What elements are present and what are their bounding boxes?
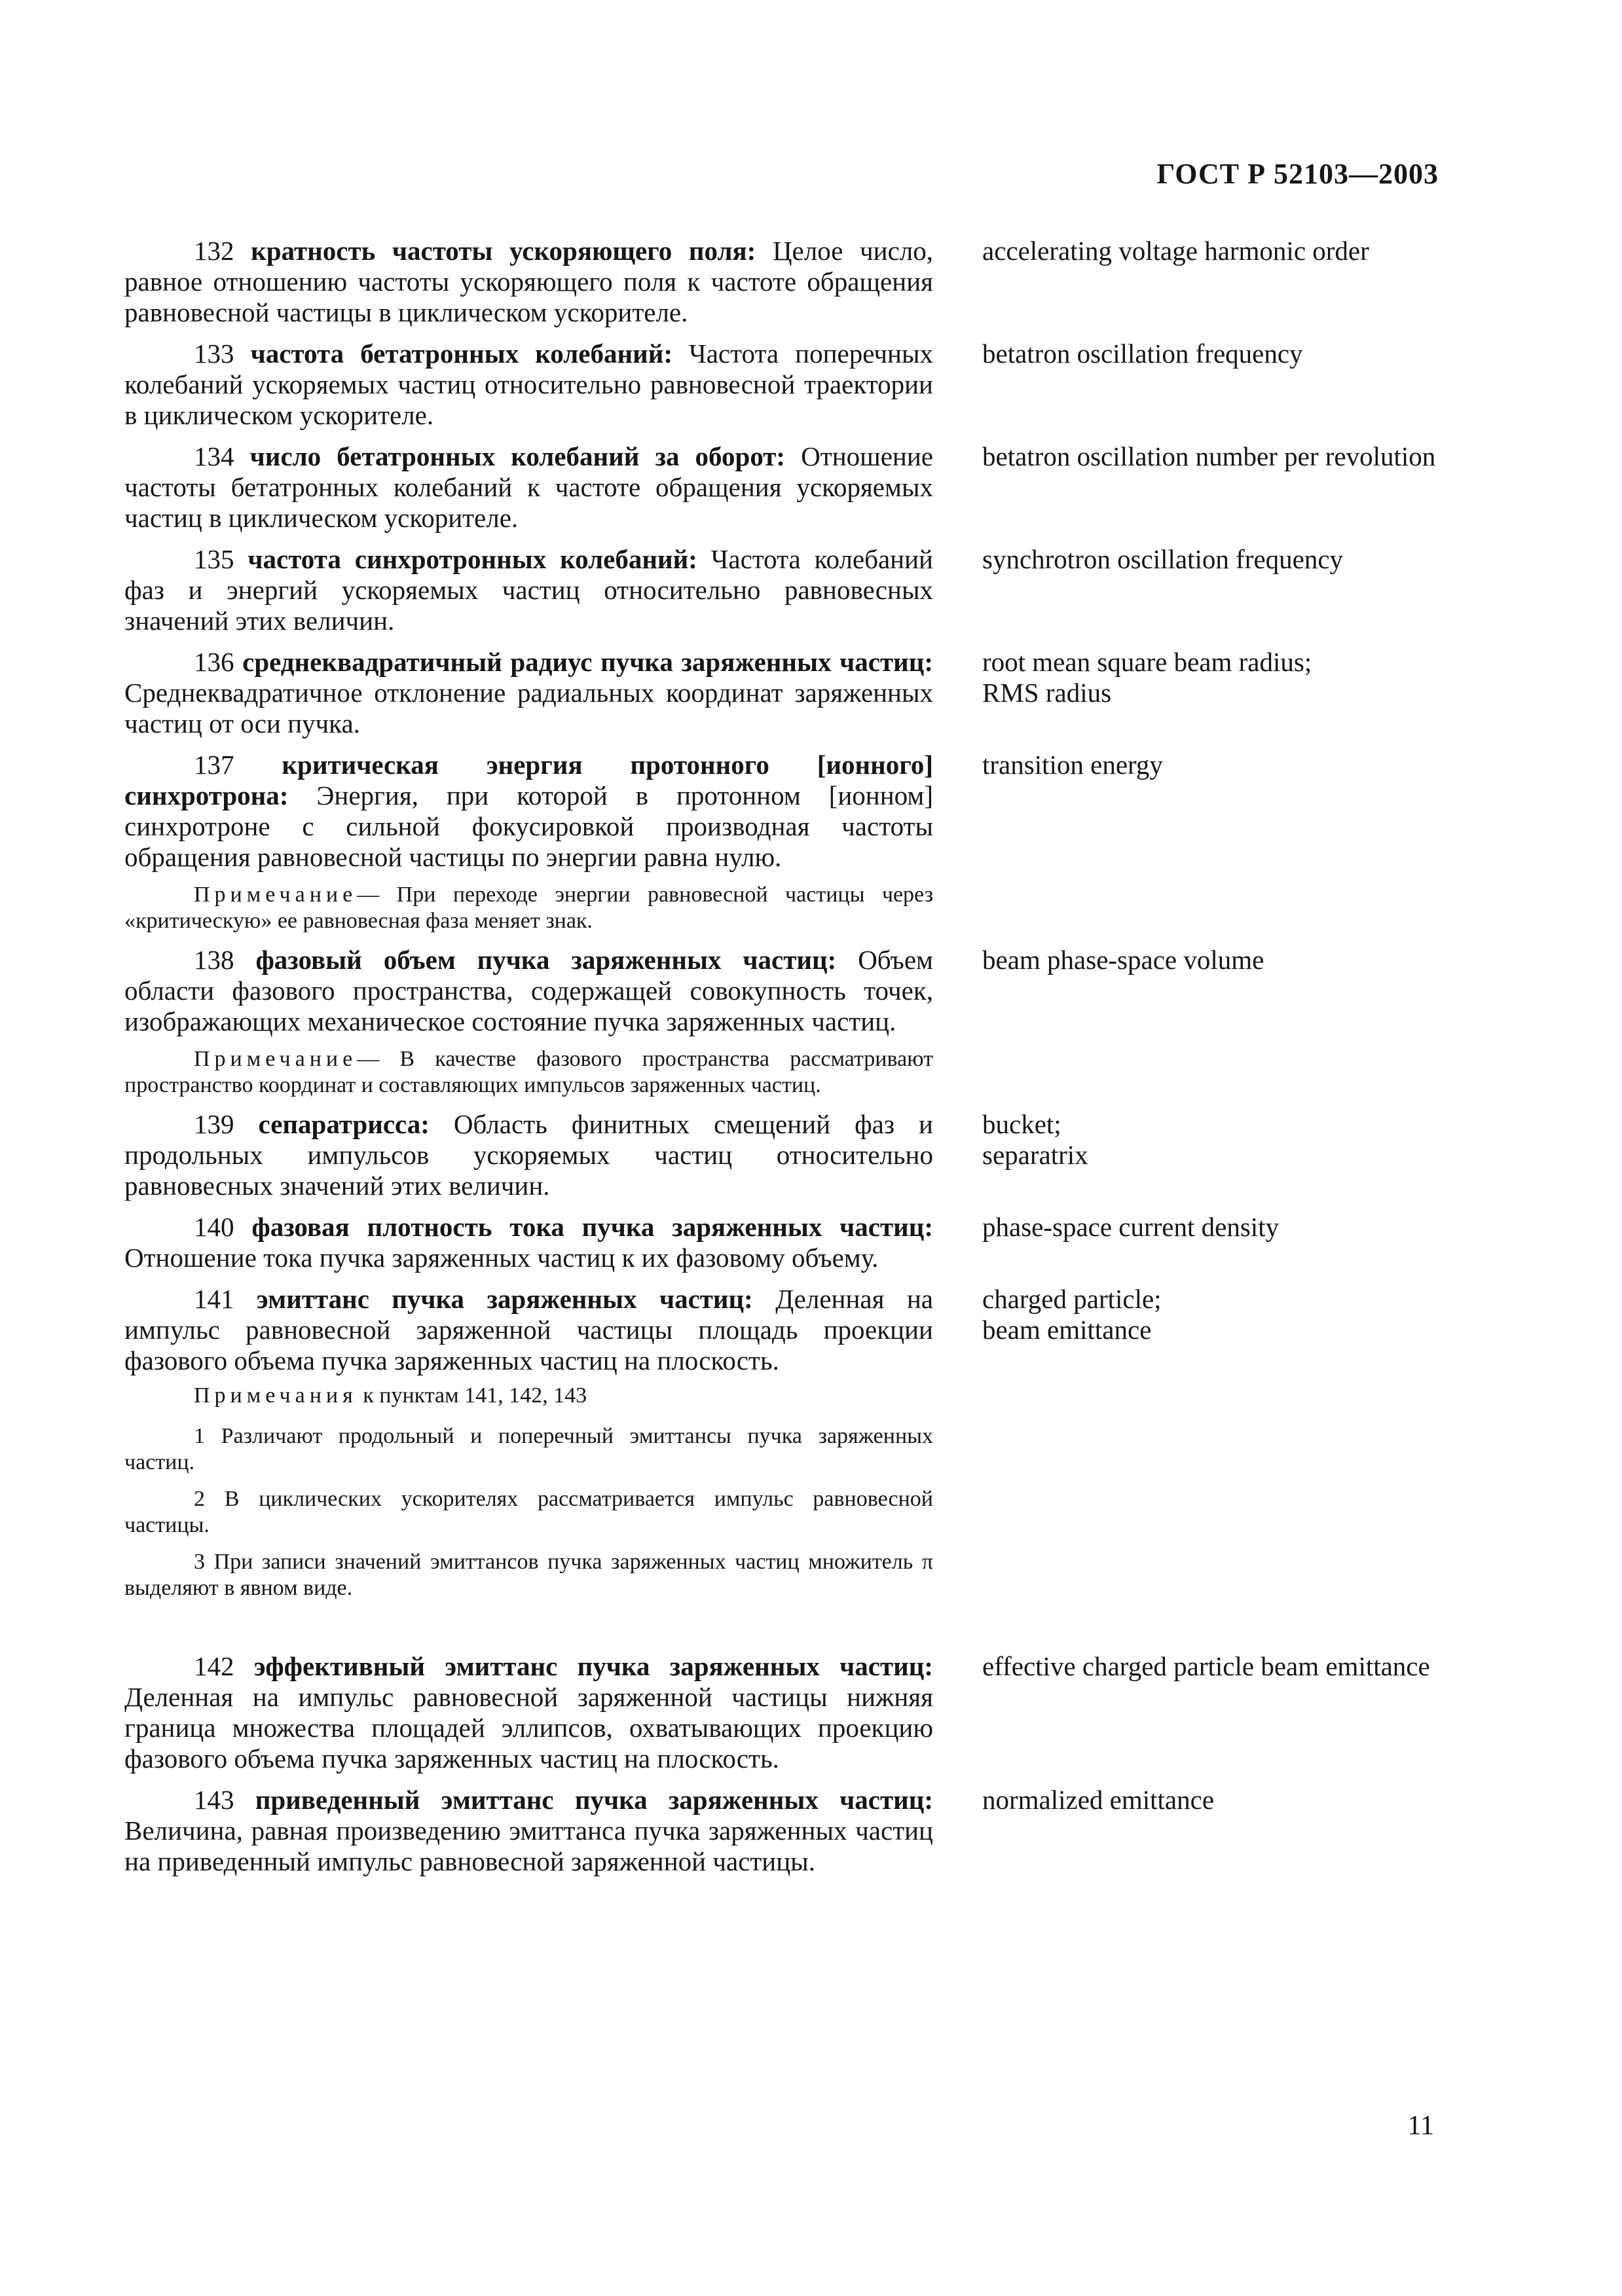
note: Примечание— При переходе энергии равновесной частицы через «критическую» ее равновесная фаза меняет знак. <box>124 883 933 933</box>
english-equivalent: transition energy <box>982 750 1163 780</box>
english-equivalent: betatron oscillation frequency <box>982 338 1303 369</box>
english-equivalent: effective charged particle beam emittance <box>982 1651 1430 1681</box>
term-definition: 137 критическая энергия протонного [ионного] синхротрона: Энергия, при которой в протонном [ионном] синхротроне с сильной фокусировкой производная частоты обращения равновесной частицы по энергии равна нулю. <box>124 750 933 872</box>
english-equivalent: bucket; separatrix <box>982 1109 1088 1170</box>
terms-list <box>124 236 1439 1887</box>
term-definition: 136 среднеквадратичный радиус пучка заряженных частиц: Среднеквадратичное отклонение радиальных координат заряженных частиц от оси пучка. <box>124 647 934 738</box>
note-item: 3 При записи значений эмиттансов пучка заряженных частиц множитель π выделяют в явном виде. <box>124 1550 933 1600</box>
term-entry <box>124 750 1439 945</box>
note-item: 2 В циклических ускорителях рассматривается импульс равновесной частицы. <box>124 1487 933 1537</box>
term-definition: 141 эмиттанс пучка заряженных частиц: Деленная на импульс равновесной заряженной частицы площадь проекции фазового объема пучка заряженных частиц на плоскость. <box>124 1284 934 1376</box>
term-entry <box>124 338 1439 431</box>
term-definition: 132 кратность частоты ускоряющего поля: Целое число, равное отношению частоты ускоряющего поля к частоте обращения равновесной частицы в циклическом ускорителе. <box>124 236 934 327</box>
spacer <box>124 1612 1439 1651</box>
term-definition: 135 частота синхротронных колебаний: Частота колебаний фаз и энергий ускоряемых частиц относительно равновесных значений этих величин. <box>124 544 933 636</box>
english-equivalent: normalized emittance <box>982 1785 1215 1815</box>
term-entry <box>124 1284 1439 1612</box>
english-equivalent: beam phase-space volume <box>982 945 1264 975</box>
english-equivalent: charged particle; beam emittance <box>982 1284 1162 1345</box>
term-definition: 133 частота бетатронных колебаний: Частота поперечных колебаний ускоряемых частиц относительно равновесной траектории в циклическом ускорителе. <box>124 338 934 430</box>
term-definition: 139 сепаратрисса: Область финитных смещений фаз и продольных импульсов ускоряемых частиц относительно равновесных значений этих величин. <box>124 1109 933 1201</box>
page-number: 11 <box>1407 2111 1434 2141</box>
term-entry <box>124 945 1439 1109</box>
english-equivalent: root mean square beam radius; RMS radius <box>982 647 1312 708</box>
english-equivalent: accelerating voltage harmonic order <box>982 236 1369 266</box>
term-entry <box>124 544 1439 636</box>
term-definition: 134 число бетатронных колебаний за оборот: Отношение частоты бетатронных колебаний к частоте обращения ускоряемых частиц в циклическом ускорителе. <box>124 441 934 533</box>
term-entry <box>124 1651 1439 1774</box>
term-entry <box>124 647 1439 739</box>
term-entry <box>124 236 1439 328</box>
document-header: ГОСТ Р 52103—2003 <box>1156 158 1439 190</box>
term-entry <box>124 1785 1439 1877</box>
term-definition: 138 фазовый объем пучка заряженных частиц: Объем области фазового пространства, содержащей совокупность точек, изображающих механическое состояние пучка заряженных частиц. <box>124 945 933 1036</box>
note: Примечание— В качестве фазового пространства рассматривают пространство координат и составляющих импульсов заряженных частиц. <box>124 1047 933 1097</box>
term-definition: 142 эффективный эмиттанс пучка заряженных частиц: Деленная на импульс равновесной заряженной частицы нижняя граница множества площадей эллипсов, охватывающих проекцию фазового объема пучка заряженных частиц на плоскость. <box>124 1651 934 1774</box>
notes-heading: Примечания к пунктам 141, 142, 143 <box>194 1383 587 1408</box>
term-entry <box>124 441 1439 534</box>
term-definition: 143 приведенный эмиттанс пучка заряженных частиц: Величина, равная произведению эмиттанса пучка заряженных частиц на приведенный импульс равновесной заряженной частицы. <box>124 1785 934 1876</box>
english-equivalent: betatron oscillation number per revolution <box>982 441 1436 471</box>
term-entry <box>124 1212 1439 1273</box>
english-equivalent: phase-space current density <box>982 1212 1280 1242</box>
term-definition: 140 фазовая плотность тока пучка заряженных частиц: Отношение тока пучка заряженных частиц к их фазовому объему. <box>124 1212 934 1273</box>
note-item: 1 Различают продольный и поперечный эмиттансы пучка заряженных частиц. <box>124 1424 933 1474</box>
english-equivalent: synchrotron oscillation frequency <box>982 544 1344 574</box>
term-entry <box>124 1109 1439 1201</box>
